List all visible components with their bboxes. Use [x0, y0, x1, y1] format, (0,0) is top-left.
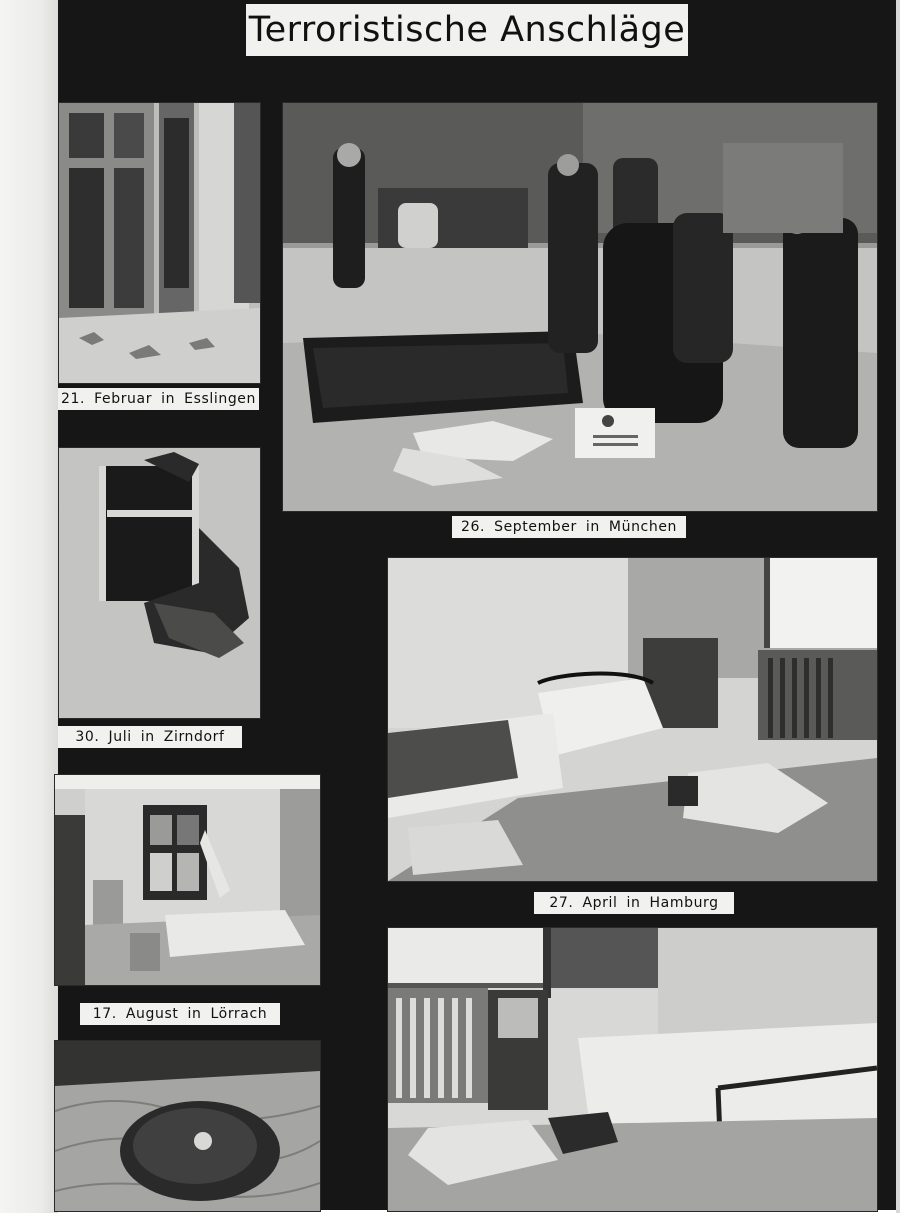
photo-zirndorf [58, 447, 261, 719]
page-right-margin [896, 0, 900, 1213]
photo-floor-bottom [54, 1040, 321, 1212]
caption-loerrach: 17. August in Lörrach [80, 1003, 280, 1025]
photo-room-bottom [387, 927, 878, 1212]
photo-hamburg [387, 557, 878, 882]
caption-muenchen: 26. September in München [452, 516, 686, 538]
caption-zirndorf: 30. Juli in Zirndorf [58, 726, 242, 748]
page-left-margin [0, 0, 58, 1213]
photo-muenchen [282, 102, 878, 512]
page-title: Terroristische Anschläge [246, 4, 688, 56]
caption-hamburg: 27. April in Hamburg [534, 892, 734, 914]
caption-esslingen: 21. Februar in Esslingen [58, 388, 259, 410]
photo-loerrach [54, 774, 321, 986]
photo-esslingen [58, 102, 261, 384]
